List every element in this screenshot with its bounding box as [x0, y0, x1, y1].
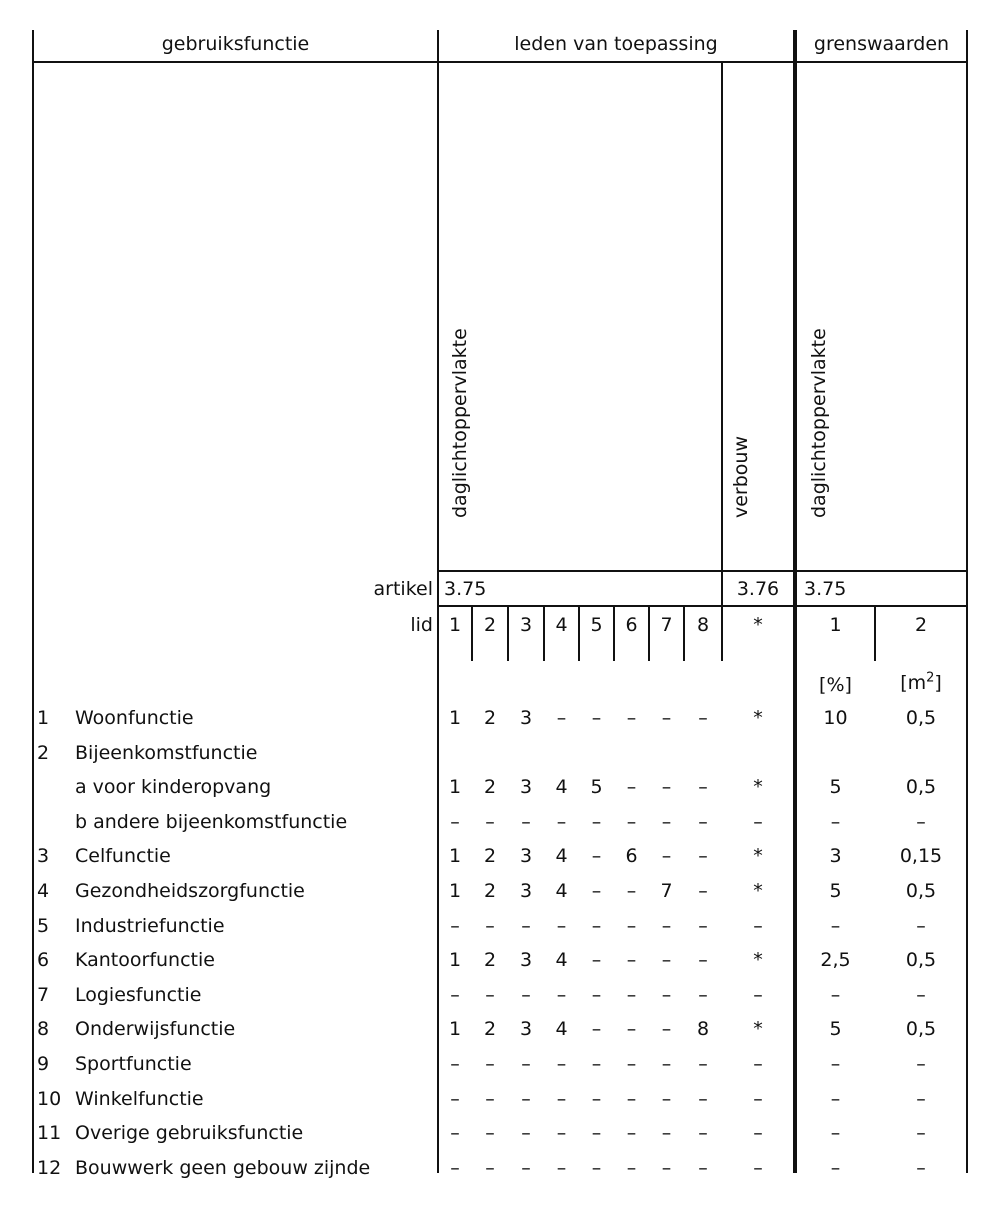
row-lid-value: – — [661, 845, 672, 867]
row-lid-value: – — [521, 1157, 531, 1179]
row-grens-2: – — [916, 1088, 926, 1110]
lid-number: 6 — [625, 614, 638, 636]
row-name: Bouwwerk geen gebouw zijnde — [75, 1157, 371, 1179]
row-lid-value: – — [626, 1122, 637, 1144]
row-number: 4 — [37, 880, 50, 902]
row-verbouw: – — [753, 1122, 763, 1144]
row-verbouw: * — [753, 1018, 763, 1040]
row-number: 12 — [37, 1157, 62, 1179]
row-lid-value: – — [521, 984, 531, 1006]
row-lid-value: – — [521, 915, 531, 937]
row-grens-1: – — [830, 915, 841, 937]
lid-number: 3 — [519, 614, 533, 636]
row-lid-value: – — [698, 949, 708, 971]
row-lid-value: 1 — [448, 845, 462, 867]
artikel-grens: 3.75 — [804, 578, 847, 600]
row-number: 5 — [37, 915, 50, 937]
row-lid-value: – — [556, 1053, 567, 1075]
row-lid-value: 1 — [448, 880, 462, 902]
row-number: 1 — [37, 707, 50, 729]
row-grens-2: – — [916, 811, 926, 833]
header-gebruiksfunctie: gebruiksfunctie — [161, 33, 310, 55]
row-verbouw: * — [753, 707, 763, 729]
row-lid-value: – — [698, 915, 708, 937]
row-name: Winkelfunctie — [75, 1088, 204, 1110]
row-lid-value: – — [591, 915, 602, 937]
row-lid-value: – — [591, 811, 602, 833]
row-lid-value: – — [661, 1053, 672, 1075]
row-name: Bijeenkomstfunctie — [75, 742, 258, 764]
row-lid-value: – — [591, 845, 602, 867]
row-lid-value: 3 — [519, 880, 533, 902]
row-lid-value: 3 — [519, 845, 533, 867]
row-lid-value: – — [485, 1088, 495, 1110]
artikel-leden: 3.75 — [444, 578, 487, 600]
row-grens-2: 0,5 — [905, 880, 937, 902]
row-grens-2: 0,5 — [905, 707, 937, 729]
row-grens-2: – — [916, 1157, 926, 1179]
row-grens-1: 10 — [823, 707, 848, 729]
row-lid-value: – — [450, 1088, 460, 1110]
row-number: 6 — [37, 949, 50, 971]
lid-grens-2: 2 — [914, 614, 928, 636]
row-lid-value: – — [626, 1157, 637, 1179]
row-lid-value: – — [450, 1053, 460, 1075]
row-number: 8 — [37, 1018, 50, 1040]
artikel-verbouw: 3.76 — [736, 578, 780, 600]
row-name: Industriefunctie — [75, 915, 225, 937]
row-grens-2: – — [916, 984, 926, 1006]
row-lid-value: 4 — [555, 776, 568, 798]
row-grens-1: – — [830, 1122, 841, 1144]
artikel-label: artikel — [373, 578, 433, 600]
row-lid-value: – — [556, 1157, 567, 1179]
row-grens-2: – — [916, 1053, 926, 1075]
row-lid-value: 7 — [660, 880, 673, 902]
row-lid-value: – — [450, 811, 460, 833]
row-lid-value: – — [698, 776, 708, 798]
row-grens-1: – — [830, 984, 841, 1006]
row-lid-value: – — [698, 1122, 708, 1144]
row-lid-value: – — [626, 949, 637, 971]
row-lid-value: – — [698, 811, 708, 833]
row-lid-value: – — [450, 1157, 460, 1179]
row-grens-2: 0,15 — [899, 845, 943, 867]
lid-number: 5 — [590, 614, 603, 636]
row-lid-value: 6 — [625, 845, 638, 867]
row-verbouw: * — [753, 845, 763, 867]
row-lid-value: – — [626, 811, 637, 833]
header-leden: leden van toepassing — [514, 33, 718, 55]
row-lid-value: – — [626, 984, 637, 1006]
row-verbouw: – — [753, 1157, 763, 1179]
row-grens-2: 0,5 — [905, 949, 937, 971]
row-lid-value: 4 — [555, 949, 568, 971]
row-lid-value: – — [661, 1018, 672, 1040]
lid-verbouw: * — [753, 614, 763, 636]
row-lid-value: – — [661, 915, 672, 937]
row-lid-value: – — [661, 1088, 672, 1110]
row-grens-1: 5 — [829, 880, 842, 902]
row-lid-value: – — [626, 880, 637, 902]
row-lid-value: 4 — [555, 1018, 568, 1040]
vertical-label-grens-daglichtoppervlakte: daglichtoppervlakte — [808, 328, 830, 518]
row-lid-value: – — [485, 915, 495, 937]
row-grens-1: 3 — [829, 845, 842, 867]
row-verbouw: – — [753, 1053, 763, 1075]
lid-grens-1: 1 — [829, 614, 842, 636]
header-grenswaarden: grenswaarden — [813, 33, 950, 55]
row-lid-value: – — [626, 1053, 637, 1075]
row-lid-value: – — [591, 1053, 602, 1075]
vertical-label-daglichtoppervlakte: daglichtoppervlakte — [449, 328, 471, 518]
row-name: Overige gebruiksfunctie — [75, 1122, 304, 1144]
row-lid-value: – — [698, 984, 708, 1006]
row-lid-value: – — [661, 949, 672, 971]
lid-number: 1 — [448, 614, 462, 636]
lid-label: lid — [410, 614, 433, 636]
row-lid-value: – — [556, 707, 567, 729]
row-lid-value: – — [485, 984, 495, 1006]
row-number: 9 — [37, 1053, 50, 1075]
row-lid-value: – — [591, 1157, 602, 1179]
row-verbouw: – — [753, 984, 763, 1006]
row-name: b andere bijeenkomstfunctie — [75, 811, 348, 833]
row-name: Celfunctie — [75, 845, 171, 867]
row-lid-value: – — [556, 915, 567, 937]
row-lid-value: – — [698, 845, 708, 867]
row-lid-value: – — [626, 776, 637, 798]
lid-number: 4 — [555, 614, 568, 636]
row-name: Onderwijsfunctie — [75, 1018, 236, 1040]
row-lid-value: 2 — [483, 845, 497, 867]
row-lid-value: – — [556, 1088, 567, 1110]
row-grens-1: – — [830, 811, 841, 833]
lid-number: 7 — [660, 614, 673, 636]
row-lid-value: – — [698, 707, 708, 729]
row-number: 2 — [37, 742, 50, 764]
row-lid-value: – — [485, 1053, 495, 1075]
row-verbouw: * — [753, 880, 763, 902]
row-lid-value: – — [485, 1157, 495, 1179]
row-lid-value: – — [521, 811, 531, 833]
row-lid-value: – — [626, 915, 637, 937]
row-lid-value: – — [626, 1018, 637, 1040]
row-lid-value: – — [591, 1088, 602, 1110]
row-lid-value: 2 — [483, 776, 497, 798]
row-name: Woonfunctie — [75, 707, 194, 729]
row-lid-value: – — [591, 949, 602, 971]
row-lid-value: – — [626, 707, 637, 729]
row-lid-value: – — [661, 707, 672, 729]
row-lid-value: 2 — [483, 707, 497, 729]
row-grens-1: 5 — [829, 776, 842, 798]
row-grens-2: – — [916, 1122, 926, 1144]
row-lid-value: – — [450, 1122, 460, 1144]
row-lid-value: 1 — [448, 707, 462, 729]
row-name: Sportfunctie — [75, 1053, 192, 1075]
row-number: 7 — [37, 984, 50, 1006]
row-lid-value: 4 — [555, 880, 568, 902]
row-verbouw: * — [753, 949, 763, 971]
row-grens-1: 2,5 — [820, 949, 851, 971]
row-lid-value: 3 — [519, 707, 533, 729]
row-lid-value: – — [485, 811, 495, 833]
row-lid-value: – — [591, 1122, 602, 1144]
row-lid-value: – — [556, 1122, 567, 1144]
lid-number: 2 — [483, 614, 497, 636]
row-lid-value: 2 — [483, 1018, 497, 1040]
row-lid-value: – — [450, 915, 460, 937]
row-lid-value: – — [661, 776, 672, 798]
vertical-label-verbouw: verbouw — [730, 435, 752, 518]
row-grens-2: 0,5 — [905, 1018, 937, 1040]
row-number: 11 — [37, 1122, 62, 1144]
row-verbouw: – — [753, 1088, 763, 1110]
row-number: 10 — [37, 1088, 62, 1110]
row-lid-value: – — [661, 1157, 672, 1179]
row-grens-1: 5 — [829, 1018, 842, 1040]
row-lid-value: 1 — [448, 949, 462, 971]
row-verbouw: * — [753, 776, 763, 798]
row-lid-value: 3 — [519, 949, 533, 971]
row-lid-value: – — [698, 1157, 708, 1179]
row-name: Gezondheidszorgfunctie — [75, 880, 305, 902]
row-lid-value: – — [698, 1088, 708, 1110]
row-lid-value: – — [556, 811, 567, 833]
row-lid-value: – — [591, 707, 602, 729]
row-lid-value: – — [521, 1122, 531, 1144]
row-lid-value: – — [698, 880, 708, 902]
row-name: a voor kinderopvang — [75, 776, 272, 798]
row-lid-value: 2 — [483, 880, 497, 902]
row-grens-2: – — [916, 915, 926, 937]
row-lid-value: – — [521, 1053, 531, 1075]
row-grens-1: – — [830, 1157, 841, 1179]
row-lid-value: – — [521, 1088, 531, 1110]
row-lid-value: – — [698, 1053, 708, 1075]
row-lid-value: – — [661, 811, 672, 833]
lid-number: 8 — [696, 614, 710, 636]
row-lid-value: 4 — [555, 845, 568, 867]
row-lid-value: 3 — [519, 1018, 533, 1040]
row-lid-value: – — [485, 1122, 495, 1144]
row-name: Logiesfunctie — [75, 984, 202, 1006]
row-grens-2: 0,5 — [905, 776, 937, 798]
row-lid-value: 2 — [483, 949, 497, 971]
row-number: 3 — [37, 845, 50, 867]
row-lid-value: – — [626, 1088, 637, 1110]
row-grens-1: – — [830, 1088, 841, 1110]
row-lid-value: 8 — [696, 1018, 710, 1040]
row-grens-1: – — [830, 1053, 841, 1075]
row-verbouw: – — [753, 811, 763, 833]
row-lid-value: – — [591, 1018, 602, 1040]
row-verbouw: – — [753, 915, 763, 937]
row-lid-value: – — [661, 1122, 672, 1144]
row-lid-value: – — [556, 984, 567, 1006]
row-lid-value: – — [591, 880, 602, 902]
unit-percent: [%] — [819, 674, 852, 696]
row-lid-value: 3 — [519, 776, 533, 798]
row-lid-value: 1 — [448, 776, 462, 798]
row-lid-value: – — [661, 984, 672, 1006]
row-name: Kantoorfunctie — [75, 949, 215, 971]
row-lid-value: 1 — [448, 1018, 462, 1040]
row-lid-value: – — [450, 984, 460, 1006]
unit-m2: $[m^2]$ — [900, 670, 942, 694]
row-lid-value: 5 — [590, 776, 603, 798]
row-lid-value: – — [591, 984, 602, 1006]
